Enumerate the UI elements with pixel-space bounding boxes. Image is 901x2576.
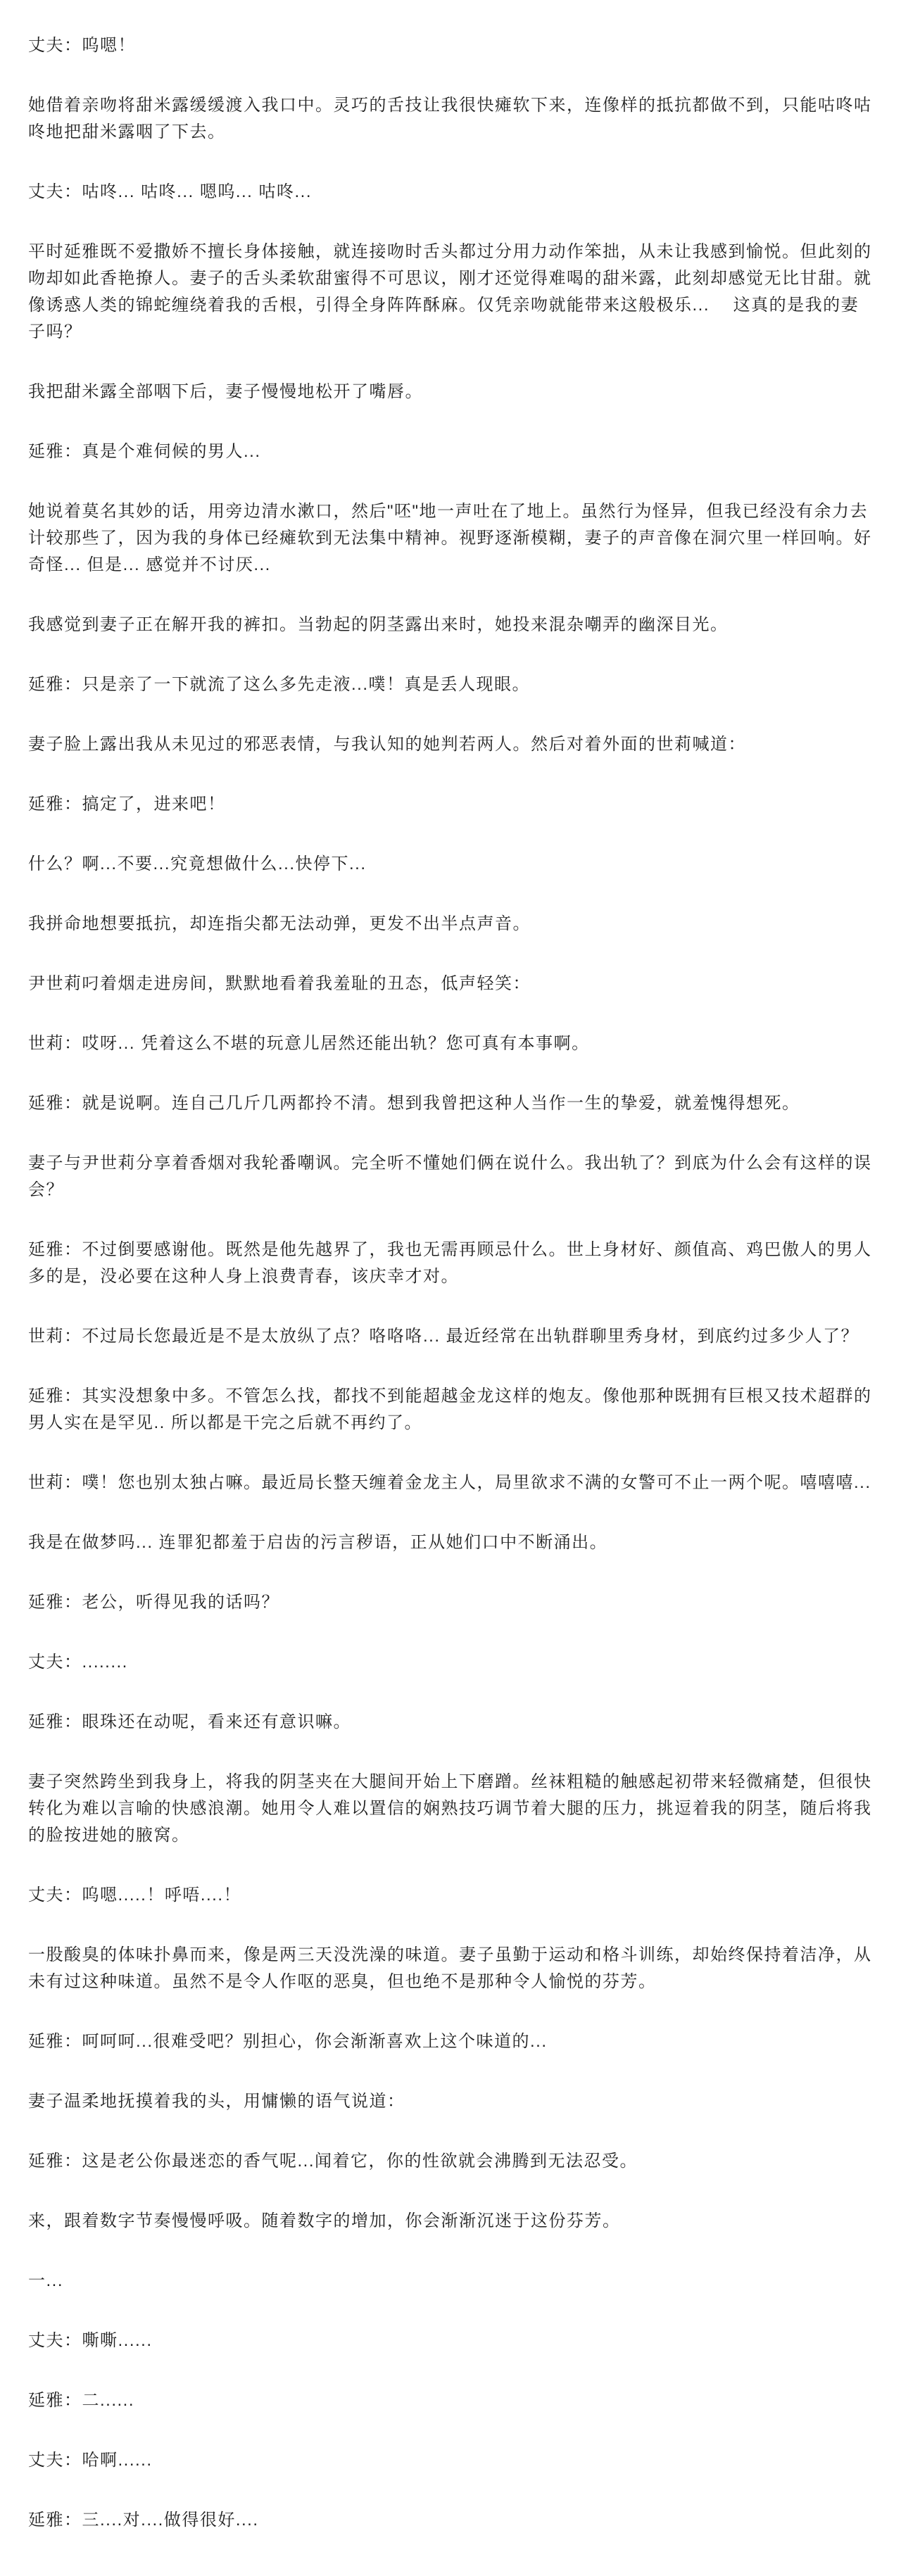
paragraph: 丈夫：嘶嘶...... <box>28 2331 153 2350</box>
paragraph: 世莉：不过局长您最近是不是太放纵了点？咯咯咯... 最近经常在出轨群聊里秀身材，到底约过多少人了？ <box>28 1327 859 1346</box>
paragraph: 她说着莫名其妙的话，用旁边清水漱口，然后"呸"地一声吐在了地上。虽然行为怪异，但我已经没有余力去计较那些了，因为我的身体已经瘫软到无法集中精神。视野逐渐模糊，妻子的声音像在洞穴里一样回响。好奇怪... 但是... 感觉并不讨厌... <box>28 502 872 574</box>
paragraph: 延雅：眼珠还在动呢，看来还有意识嘛。 <box>28 1712 351 1731</box>
paragraph: 她借着亲吻将甜米露缓缓渡入我口中。灵巧的舌技让我很快瘫软下来，连像样的抵抗都做不到，只能咕咚咕咚地把甜米露咽了下去。 <box>28 96 872 141</box>
paragraph: 妻子脸上露出我从未见过的邪恶表情，与我认知的她判若两人。然后对着外面的世莉喊道： <box>28 735 746 754</box>
paragraph: 延雅：只是亲了一下就流了这么多先走液...噗！真是丢人现眼。 <box>28 675 531 694</box>
paragraph: 妻子温柔地抚摸着我的头，用慵懒的语气说道： <box>28 2092 405 2111</box>
paragraph: 延雅：真是个难伺候的男人... <box>28 442 261 461</box>
paragraph: 什么？啊...不要...究竟想做什么...快停下... <box>28 854 367 873</box>
paragraph: 丈夫：........ <box>28 1653 128 1672</box>
paragraph: 丈夫：呜嗯！ <box>28 36 136 55</box>
paragraph: 来，跟着数字节奏慢慢呼吸。随着数字的增加，你会渐渐沉迷于这份芬芳。 <box>28 2211 621 2230</box>
paragraph: 尹世莉叼着烟走进房间，默默地看着我羞耻的丑态，低声轻笑： <box>28 974 531 993</box>
paragraph: 一... <box>28 2271 64 2290</box>
paragraph: 延雅：呵呵呵...很难受吧？别担心，你会渐渐喜欢上这个味道的... <box>28 2032 548 2051</box>
paragraph: 妻子突然跨坐到我身上，将我的阴茎夹在大腿间开始上下磨蹭。丝袜粗糙的触感起初带来轻微痛楚，但很快转化为难以言喻的快感浪潮。她用令人难以置信的娴熟技巧调节着大腿的压力，挑逗着我的阴茎，随后将我的脸按进她的腋窝。 <box>28 1772 872 1845</box>
paragraph: 平时延雅既不爱撒娇不擅长身体接触，就连接吻时舌头都过分用力动作笨拙，从未让我感到愉悦。但此刻的吻却如此香艳撩人。妻子的舌头柔软甜蜜得不可思议，刚才还觉得难喝的甜米露，此刻却感觉无比甘甜。就像诱惑人类的锦蛇缠绕着我的舌根，引得全身阵阵酥麻。仅凭亲吻就能带来这般极乐... 这真的是我的妻子吗？ <box>28 242 872 341</box>
paragraph: 丈夫：哈啊...... <box>28 2451 153 2470</box>
paragraph: 延雅：老公，听得见我的话吗？ <box>28 1593 279 1612</box>
paragraph: 世莉：哎呀... 凭着这么不堪的玩意儿居然还能出轨？您可真有本事啊。 <box>28 1034 590 1053</box>
paragraph: 丈夫：咕咚... 咕咚... 嗯呜... 咕咚... <box>28 182 313 201</box>
paragraph: 延雅：就是说啊。连自己几斤几两都拎不清。想到我曾把这种人当作一生的挚爱，就羞愧得想死。 <box>28 1094 800 1113</box>
paragraph: 延雅：不过倒要感谢他。既然是他先越界了，我也无需再顾忌什么。世上身材好、颜值高、鸡巴傲人的男人多的是，没必要在这种人身上浪费青春，该庆幸才对。 <box>28 1240 872 1286</box>
paragraph: 延雅：这是老公你最迷恋的香气呢...闻着它，你的性欲就会沸腾到无法忍受。 <box>28 2152 638 2171</box>
paragraph: 世莉：噗！您也别太独占嘛。最近局长整天缠着金龙主人，局里欲求不满的女警可不止一两个呢。嘻嘻嘻... <box>28 1473 871 1492</box>
paragraph: 延雅：二...... <box>28 2391 135 2410</box>
paragraph: 我拼命地想要抵抗，却连指尖都无法动弹，更发不出半点声音。 <box>28 914 531 933</box>
paragraph: 丈夫：呜嗯.....！呼唔....！ <box>28 1886 242 1905</box>
paragraph: 延雅：三....对....做得很好.... <box>28 2511 259 2530</box>
paragraph: 我是在做梦吗... 连罪犯都羞于启齿的污言秽语，正从她们口中不断涌出。 <box>28 1533 608 1552</box>
paragraph: 我感觉到妻子正在解开我的裤扣。当勃起的阴茎露出来时，她投来混杂嘲弄的幽深目光。 <box>28 615 729 634</box>
paragraph: 延雅：搞定了，进来吧！ <box>28 795 226 814</box>
paragraph: 一股酸臭的体味扑鼻而来，像是两三天没洗澡的味道。妻子虽勤于运动和格斗训练，却始终保持着洁净，从未有过这种味道。虽然不是令人作呕的恶臭，但也绝不是那种令人愉悦的芬芳。 <box>28 1945 872 1991</box>
paragraph: 我把甜米露全部咽下后，妻子慢慢地松开了嘴唇。 <box>28 382 423 401</box>
paragraph: 妻子与尹世莉分享着香烟对我轮番嘲讽。完全听不懂她们俩在说什么。我出轨了？到底为什么会有这样的误会？ <box>28 1154 872 1199</box>
paragraph: 延雅：其实没想象中多。不管怎么找，都找不到能超越金龙这样的炮友。像他那种既拥有巨根又技术超群的男人实在是罕见.. 所以都是干完之后就不再约了。 <box>28 1387 872 1432</box>
